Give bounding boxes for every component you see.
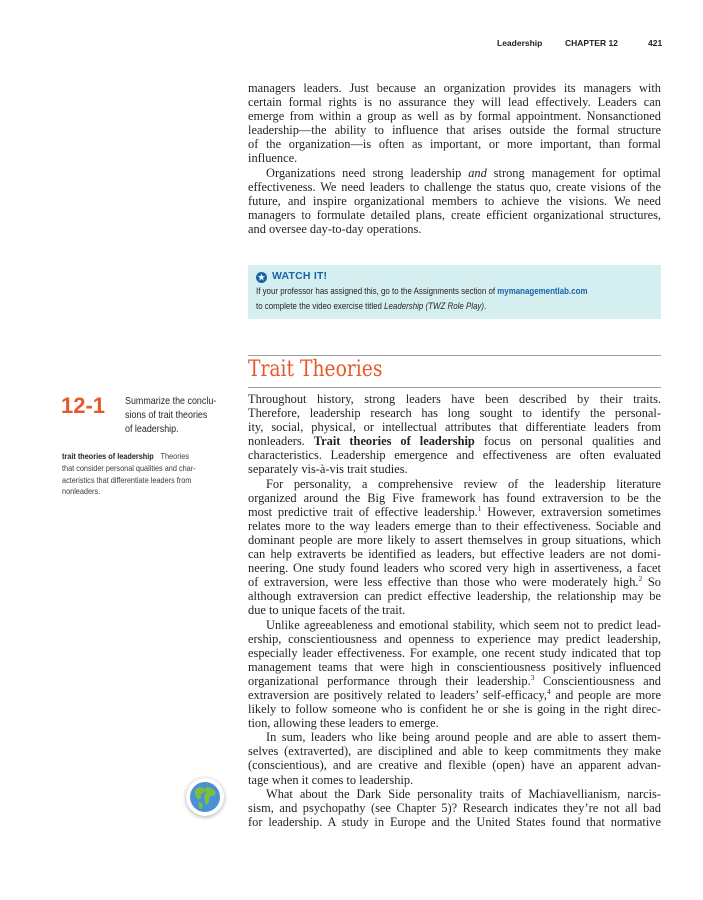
globe-icon[interactable] [186, 778, 224, 816]
text-line [248, 533, 661, 547]
text-line [248, 519, 661, 533]
text-line [248, 674, 661, 688]
watch-it-text-end: . [484, 301, 487, 311]
video-title: Leadership (TWZ Role Play) [384, 301, 485, 311]
text-line [248, 392, 661, 406]
page-number: 421 [648, 38, 663, 48]
text-run: strong management for optimal [486, 165, 661, 180]
text-run: future, and inspire organizational members to achieve the visions. We need [248, 193, 661, 208]
text-run: In sum, leaders who like being around people and are able to assert them- [266, 730, 661, 745]
text-line [248, 758, 661, 772]
text-run: Unlike agreeableness and emotional stability, which seem not to predict lead- [266, 617, 661, 632]
text-line [248, 787, 661, 801]
section-rule-bottom [248, 387, 661, 388]
text-line [248, 222, 661, 236]
text-run: ership, conscientiousness and openness to experience may predict leadership, [248, 631, 661, 646]
text-run: organized around the Big Five framework has found extraversion to be the [248, 490, 661, 505]
text-run: sism, and psychopathy (see Chapter 5)? Research indicates they’re not all bad [248, 800, 661, 815]
intro-text [248, 81, 661, 236]
text-run: However, extraversion sometimes [481, 504, 661, 519]
text-run: effectiveness. We need leaders to challenge the status quo, create visions of the [248, 179, 661, 194]
footnote-ref[interactable]: 4 [546, 687, 551, 696]
text-run: neering. One study found leaders who scored very high in assertiveness, a facet [248, 561, 661, 576]
definition-line: Theories [160, 451, 189, 461]
text-run: For personality, a comprehensive review of the leadership literature [266, 476, 661, 491]
text-run: selves (extraverted), are disciplined and able to keep commitments they make [248, 744, 661, 759]
text-run: nonleaders. [248, 434, 314, 449]
text-run: tage when it comes to leadership. [248, 772, 414, 787]
text-line [248, 462, 661, 476]
text-run: focus on personal qualities and [474, 434, 661, 449]
text-run: and oversee day-to-day operations. [248, 221, 422, 236]
star-icon: ★ [257, 273, 266, 282]
text-line [248, 547, 661, 561]
running-header [0, 38, 661, 52]
text-run: Therefore, leadership research has long sought to identify the personal- [248, 406, 661, 421]
header-chapter: CHAPTER 12 [565, 38, 618, 48]
learning-objective-text [125, 394, 219, 436]
watch-it-title [256, 270, 327, 283]
text-line [248, 815, 661, 829]
text-run: and [468, 165, 487, 180]
text-line [248, 773, 661, 787]
text-line [248, 801, 661, 815]
watch-it-line-2 [256, 301, 486, 311]
text-line [248, 561, 661, 575]
text-line [248, 505, 661, 519]
text-run: relates more to the way leaders emerge than to their effectiveness. Sociable and [248, 518, 661, 533]
text-run: Throughout history, strong leaders have been described by their traits. [248, 392, 661, 406]
body-text [248, 392, 661, 829]
watch-it-text-2: to complete the video exercise titled [256, 301, 385, 311]
text-run: emerge from within a group as well as by formal appointment. Nonsanctioned [248, 109, 661, 124]
text-line [248, 81, 661, 95]
text-line [248, 180, 661, 194]
text-run: especially leader effectiveness. For example, one recent study indicated that top [248, 645, 661, 660]
watch-it-title-text: WATCH IT! [272, 270, 328, 282]
definition-line: acteristics that differentiate leaders from [62, 474, 192, 485]
text-run: Conscientiousness and [534, 673, 661, 688]
text-line [248, 420, 661, 434]
text-run: influence. [248, 151, 298, 166]
text-line [248, 95, 661, 109]
text-line [248, 491, 661, 505]
text-run: tion, allowing these leaders to emerge. [248, 716, 439, 731]
text-line [248, 166, 661, 180]
text-run: extraversion are positively related to leaders’ self-efficacy, [248, 687, 547, 702]
text-run: of extraversion, were less effective than those who were moderately high. [248, 575, 639, 590]
text-run: characteristics. Leadership emergence and effectiveness are often evaluated [248, 448, 661, 463]
text-line [248, 208, 661, 222]
text-run: although extraversion can predict effective leadership, the relationship may be [248, 589, 661, 604]
definition-line: that consider personal qualities and char- [62, 462, 196, 473]
footnote-ref[interactable]: 3 [530, 673, 535, 682]
text-run: What about the Dark Side personality traits of Machiavellianism, narcis- [266, 786, 661, 801]
text-line [248, 646, 661, 660]
text-line [248, 448, 661, 462]
section-rule-top [248, 355, 661, 356]
text-run: ity, social, physical, or intellectual attributes that differentiate leaders from [248, 420, 661, 435]
text-line [248, 618, 661, 632]
text-run: managers to formulate detailed plans, create efficient organizational structures, [248, 207, 661, 222]
text-run: So [642, 575, 661, 590]
text-run: management teams that were high in conscientiousness positively influenced [248, 659, 661, 674]
text-run: certain formal rights is no assurance they will lead effectively. Leaders can [248, 95, 661, 110]
text-line [248, 603, 661, 617]
definition-line: nonleaders. [62, 486, 101, 497]
text-run: managers leaders. Just because an organization provides its managers with [248, 81, 661, 95]
text-run: dominant people are more likely to assert themselves in group situations, which [248, 532, 661, 547]
margin-definition [62, 451, 232, 498]
text-line [248, 151, 661, 165]
text-line [248, 589, 661, 603]
text-line [248, 194, 661, 208]
text-line [248, 730, 661, 744]
text-line [248, 109, 661, 123]
text-run: organizational performance through their leadership. [248, 673, 531, 688]
mymanagementlab-link[interactable]: mymanagementlab.com [497, 286, 588, 296]
text-line [248, 702, 661, 716]
objective-line: sions of trait theories [125, 409, 208, 421]
watch-it-box [248, 265, 661, 319]
footnote-ref[interactable]: 2 [638, 575, 643, 584]
text-run: for leadership. A study in Europe and the United States found that normative [248, 814, 661, 829]
text-run: (conscientious), and are creative and flexible (open) have an apparent advan- [248, 758, 661, 773]
text-line [248, 688, 661, 702]
text-line [248, 477, 661, 491]
text-line [248, 575, 661, 589]
watch-it-line-1 [256, 286, 587, 296]
header-section: Leadership [497, 38, 543, 48]
text-line [248, 744, 661, 758]
text-line [248, 137, 661, 151]
text-run: Organizations need strong leadership [266, 165, 469, 180]
text-run: and people are more [550, 687, 661, 702]
text-run: likely to follow someone who is confident he or she is going in the right direc- [248, 702, 661, 717]
key-term: Trait theories of leadership [313, 434, 475, 449]
learning-objective-number: 12-1 [61, 393, 106, 418]
text-run: due to unique facets of the trait. [248, 603, 406, 618]
text-run: separately vis-à-vis trait studies. [248, 462, 408, 477]
section-title: Trait Theories [248, 357, 383, 382]
watch-it-text: If your professor has assigned this, go to the Assignments section of [256, 286, 498, 296]
text-line [248, 660, 661, 674]
definition-term: trait theories of leadership [62, 451, 154, 461]
objective-line: Summarize the conclu- [125, 395, 217, 407]
text-line [248, 434, 661, 448]
text-line [248, 632, 661, 646]
text-run: leadership—the ability to influence that arises outside the formal structure [248, 123, 661, 138]
text-run: can help extraverts be identified as leaders, but effective leaders are not domi- [248, 547, 661, 562]
text-line [248, 716, 661, 730]
text-line [248, 123, 661, 137]
text-run: most predictive trait of effective leadership. [248, 504, 478, 519]
objective-line: of leadership. [125, 423, 179, 435]
text-line [248, 406, 661, 420]
text-run: of the organization—is often as important, or more important, than formal [248, 137, 661, 152]
footnote-ref[interactable]: 1 [477, 504, 482, 513]
